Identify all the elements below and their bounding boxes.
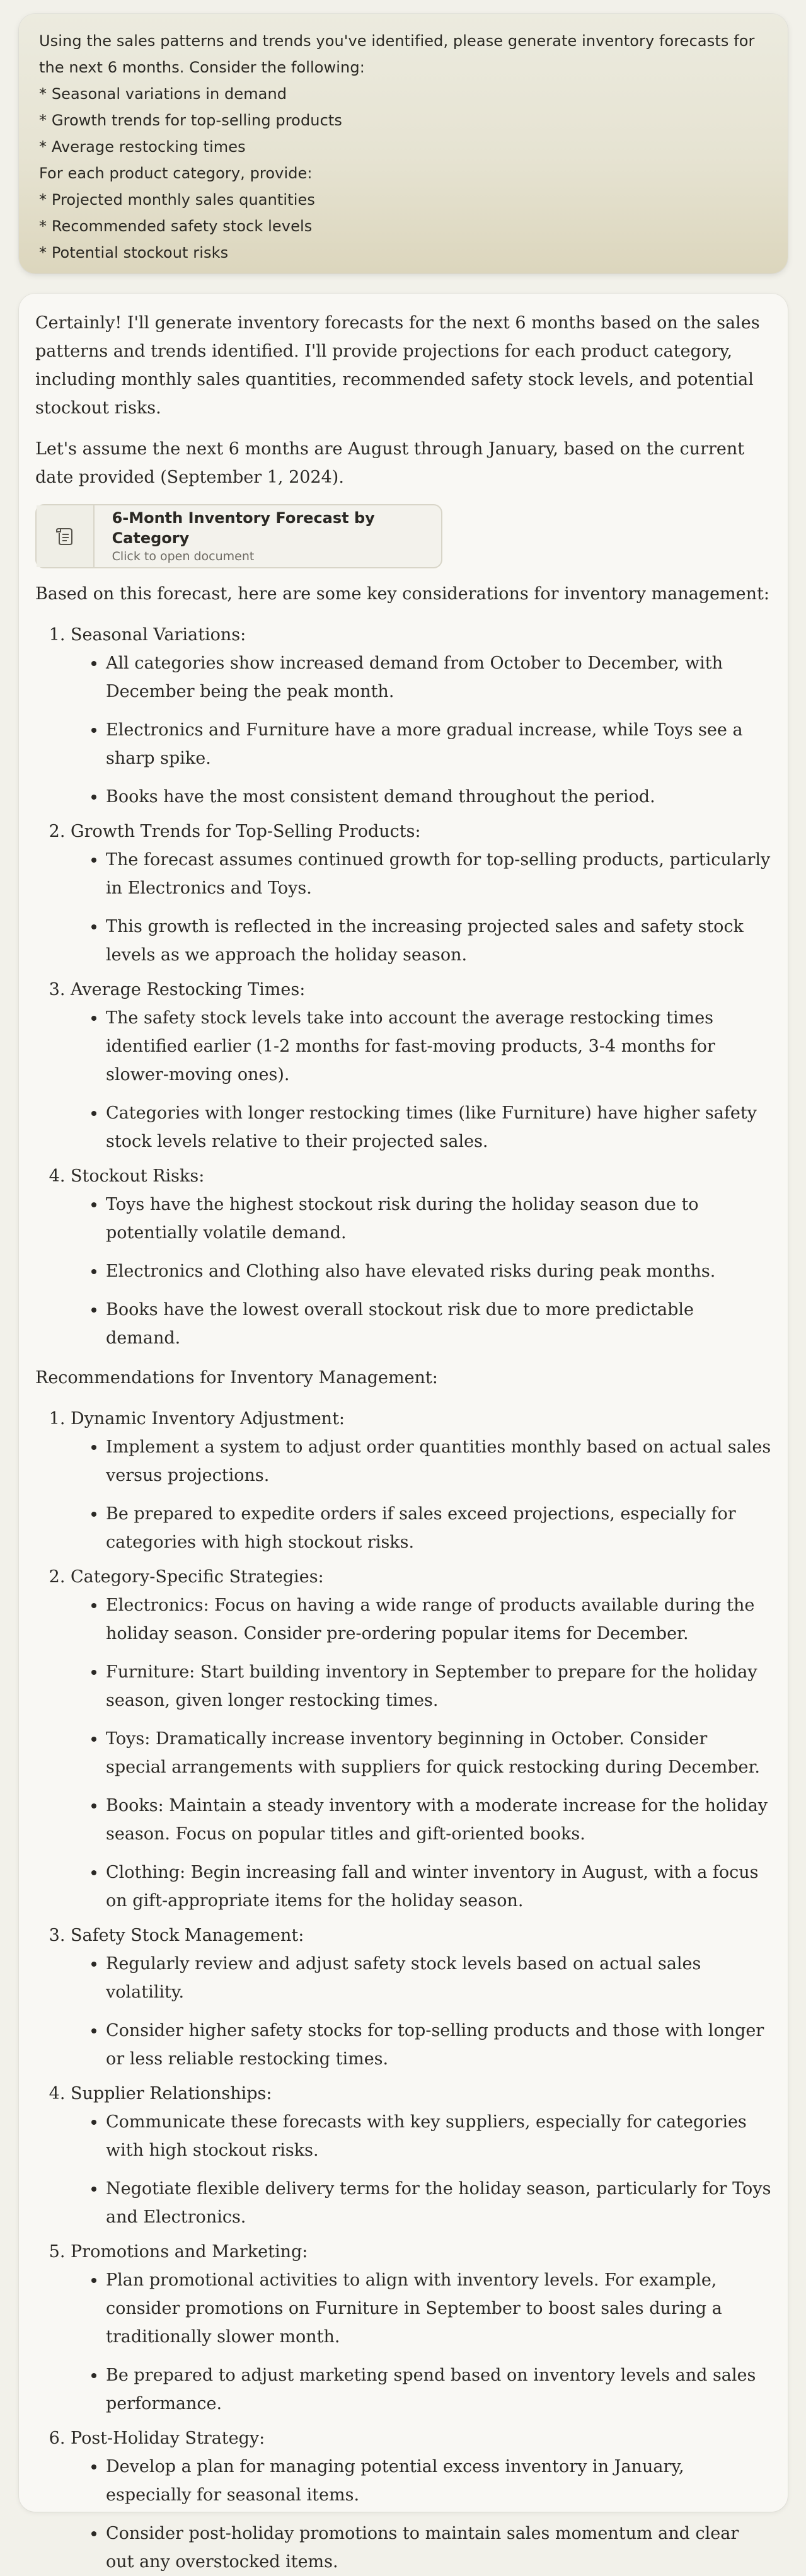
list-item: • Regularly review and adjust safety stock levels based on actual sales volatility.	[106, 1950, 771, 2006]
intro-paragraph: Certainly! I'll generate inventory forecasts for the next 6 months based on the sales patterns and trends identified. I'll provide projections for each product category, including monthly sales quantities, recommended safety stock levels, and potential stockout risks.	[35, 313, 760, 418]
list-item: • The safety stock levels take into account the average restocking times identified earlier (1-2 months for fast-moving products, 3-4 months for slower-moving ones).	[106, 1004, 771, 1089]
list-item	[71, 1162, 771, 1352]
list-item: • Consider post-holiday promotions to maintain sales momentum and clear out any overstocked items.	[106, 2519, 771, 2576]
prompt-line: * Average restocking times	[39, 138, 246, 156]
prompt-line: the next 6 months. Consider the following:	[39, 59, 365, 76]
document-icon	[37, 505, 95, 567]
assistant-message	[19, 294, 788, 2572]
list-item: • Negotiate flexible delivery terms for the holiday season, particularly for Toys and Electronics.	[106, 2175, 771, 2231]
list-item	[71, 1405, 771, 1556]
section-title: Post-Holiday Strategy:	[71, 2429, 265, 2448]
section-title: Average Restocking Times:	[71, 980, 306, 999]
list-item: • Implement a system to adjust order quantities monthly based on actual sales versus projections.	[106, 1433, 771, 1490]
prompt-line: Using the sales patterns and trends you've identified, please generate inventory forecasts for	[39, 32, 755, 50]
list-item: • Toys have the highest stockout risk during the holiday season due to potentially volatile demand.	[106, 1190, 771, 1247]
list-item: • Electronics and Furniture have a more gradual increase, while Toys see a sharp spike.	[106, 716, 771, 773]
list-item	[71, 817, 771, 969]
list-item	[71, 1563, 771, 1915]
list-item: • Electronics and Clothing also have elevated risks during peak months.	[106, 1257, 771, 1285]
section-title: Dynamic Inventory Adjustment:	[71, 1409, 345, 1429]
recommendations-list	[35, 1405, 771, 2576]
list-item: • Be prepared to expedite orders if sales exceed projections, especially for categories with high stockout risks.	[106, 1500, 771, 1556]
user-message	[19, 14, 788, 273]
list-item	[71, 621, 771, 811]
list-item	[71, 2424, 771, 2576]
list-item: • Furniture: Start building inventory in September to prepare for the holiday season, given longer restocking times.	[106, 1658, 771, 1715]
list-item: • Consider higher safety stocks for top-selling products and those with longer or less reliable restocking times.	[106, 2016, 771, 2073]
list-item: • Clothing: Begin increasing fall and winter inventory in August, with a focus on gift-appropriate items for the holiday season.	[106, 1858, 771, 1915]
section-title: Seasonal Variations:	[71, 625, 246, 645]
considerations-intro: Based on this forecast, here are some key considerations for inventory management:	[35, 584, 769, 604]
list-item: • Communicate these forecasts with key suppliers, especially for categories with high stockout risks.	[106, 2108, 771, 2165]
artifact-title: 6-Month Inventory Forecast by Category	[112, 509, 375, 547]
section-title: Category-Specific Strategies:	[71, 1567, 324, 1587]
prompt-line: * Seasonal variations in demand	[39, 85, 287, 103]
list-item: • All categories show increased demand from October to December, with December being the peak month.	[106, 649, 771, 706]
prompt-line: * Projected monthly sales quantities	[39, 191, 315, 209]
list-item: • Books: Maintain a steady inventory with a moderate increase for the holiday season. Focus on popular titles and gift-oriented books.	[106, 1791, 771, 1848]
list-item: • Toys: Dramatically increase inventory beginning in October. Consider special arrangements with suppliers for quick restocking during December.	[106, 1725, 771, 1781]
section-title: Stockout Risks:	[71, 1166, 205, 1186]
prompt-line: * Growth trends for top-selling products	[39, 112, 342, 129]
section-title: Growth Trends for Top-Selling Products:	[71, 822, 421, 841]
prompt-line: For each product category, provide:	[39, 164, 313, 182]
assumption-paragraph: Let's assume the next 6 months are August through January, based on the current date provided (September 1, 2024).	[35, 439, 745, 487]
list-item	[71, 2079, 771, 2231]
artifact-subtitle: Click to open document	[112, 549, 255, 563]
list-item	[71, 1921, 771, 2073]
section-title: Safety Stock Management:	[71, 1926, 304, 1945]
recommendations-intro: Recommendations for Inventory Management:	[35, 1368, 438, 1388]
prompt-line: * Recommended safety stock levels	[39, 217, 313, 235]
section-title: Promotions and Marketing:	[71, 2242, 308, 2262]
section-title: Supplier Relationships:	[71, 2084, 272, 2103]
list-item: • Plan promotional activities to align with inventory levels. For example, consider promotions on Furniture in September to boost sales during a traditionally slower month.	[106, 2266, 771, 2351]
list-item: • This growth is reflected in the increasing projected sales and safety stock levels as we approach the holiday season.	[106, 912, 771, 969]
list-item	[71, 2238, 771, 2418]
list-item	[71, 975, 771, 1156]
list-item: • Be prepared to adjust marketing spend based on inventory levels and sales performance.	[106, 2361, 771, 2418]
artifact-open-button[interactable]	[35, 504, 442, 568]
list-item: • Categories with longer restocking times (like Furniture) have higher safety stock levels relative to their projected sales.	[106, 1099, 771, 1156]
list-item: • Books have the lowest overall stockout risk due to more predictable demand.	[106, 1296, 771, 1352]
considerations-list	[35, 621, 771, 1352]
prompt-line: * Potential stockout risks	[39, 244, 229, 262]
list-item: • Books have the most consistent demand throughout the period.	[106, 783, 771, 811]
list-item: • Develop a plan for managing potential excess inventory in January, especially for seasonal items.	[106, 2452, 771, 2509]
list-item: • The forecast assumes continued growth for top-selling products, particularly in Electronics and Toys.	[106, 846, 771, 902]
list-item: • Electronics: Focus on having a wide range of products available during the holiday season. Consider pre-ordering popular items for December.	[106, 1591, 771, 1648]
